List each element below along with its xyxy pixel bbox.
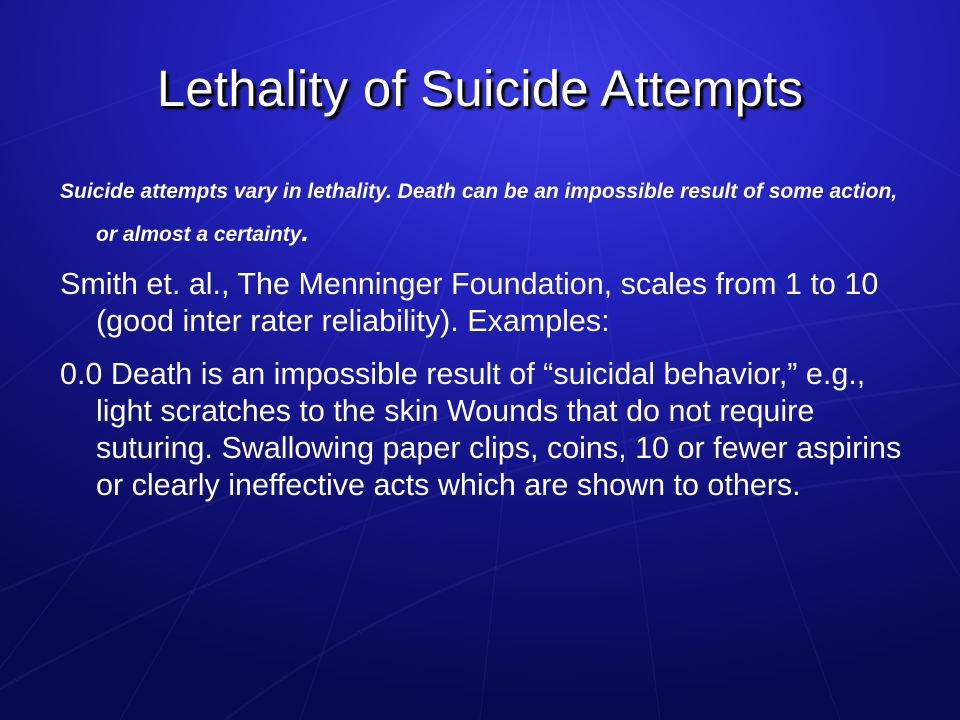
slide-body xyxy=(60,172,920,520)
intro-period: . xyxy=(301,216,310,247)
intro-text: Suicide attempts vary in lethality. Death can be an impossible result of some action, or almost a certainty xyxy=(60,180,898,246)
menninger-scale-paragraph: Smith et. al., The Menninger Foundation, scales from 1 to 10 (good inter rater reliability). Examples: xyxy=(60,267,879,338)
slide-title: Lethality of Suicide Attempts xyxy=(156,60,804,117)
intro-paragraph xyxy=(60,172,920,255)
lethality-zero-example-paragraph: 0.0 Death is an impossible result of “suicidal behavior,” e.g., light scratches to the skin Wounds that do not require suturing. Swallowing paper clips, coins, 10 or fewer aspirins or clearly ineffective acts which are shown to others. xyxy=(60,357,902,502)
